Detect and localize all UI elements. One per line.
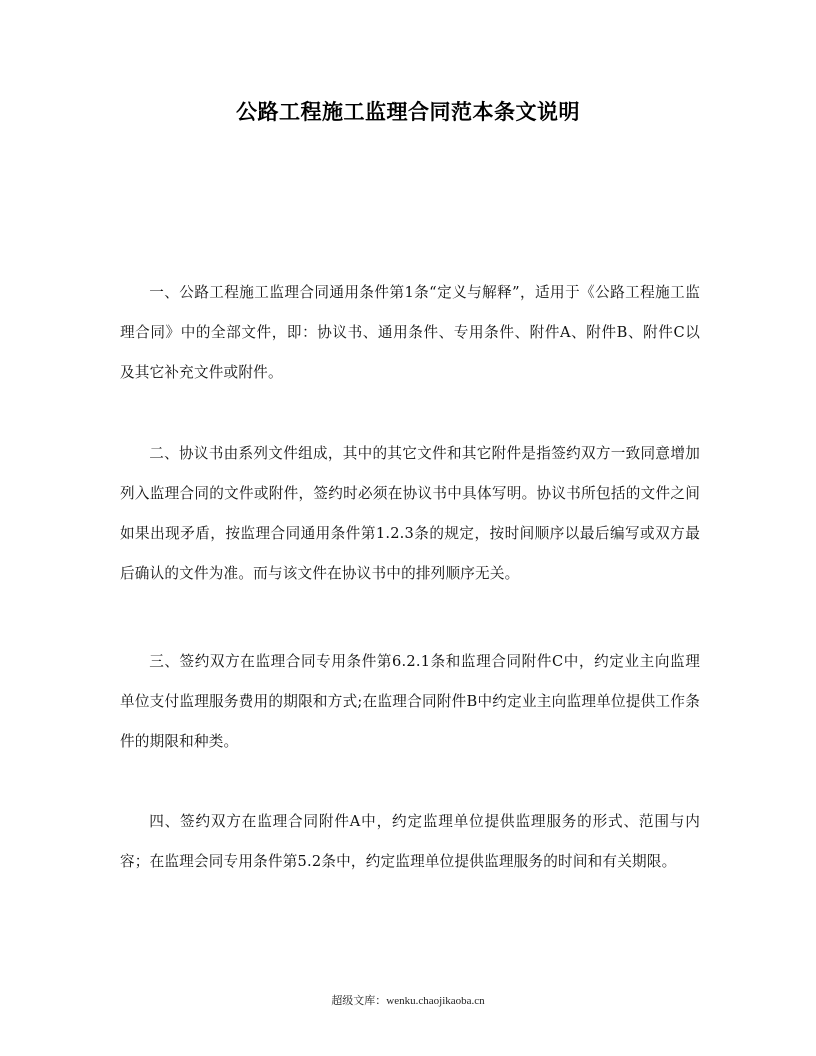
paragraph-1: 一、公路工程施工监理合同通用条件第1条“定义与解释”，适用于《公路工程施工监理合同》中的全部文件，即：协议书、通用条件、专用条件、附件A、附件B、附件C以及其它补充文件或附件。 [120, 284, 700, 381]
paragraph-3: 三、签约双方在监理合同专用条件第6.2.1条和监理合同附件C中，约定业主向监理单位支付监理服务费用的期限和方式;在监理合同附件B中约定业主向监理单位提供工作条件的期限和种类。 [120, 653, 700, 750]
page-title: 公路工程施工监理合同范本条文说明 [236, 100, 580, 124]
paragraph-2: 二、协议书由系列文件组成，其中的其它文件和其它附件是指签约双方一致同意增加列入监理合同的文件或附件，签约时必须在协议书中具体写明。协议书所包括的文件之间如果出现矛盾，按监理合同通用条件第1.2.3条的规定，按时间顺序以最后编写或双方最后确认的文件为准。而与该文件在协议书中的排列顺序无关。 [120, 445, 700, 582]
page-footer: 超级文库：wenku.chaojikaoba.cn [331, 995, 485, 1007]
paragraph-4: 四、签约双方在监理合同附件A中，约定监理单位提供监理服务的形式、范围与内容；在监理会同专用条件第5.2条中，约定监理单位提供监理服务的时间和有关期限。 [120, 813, 700, 870]
